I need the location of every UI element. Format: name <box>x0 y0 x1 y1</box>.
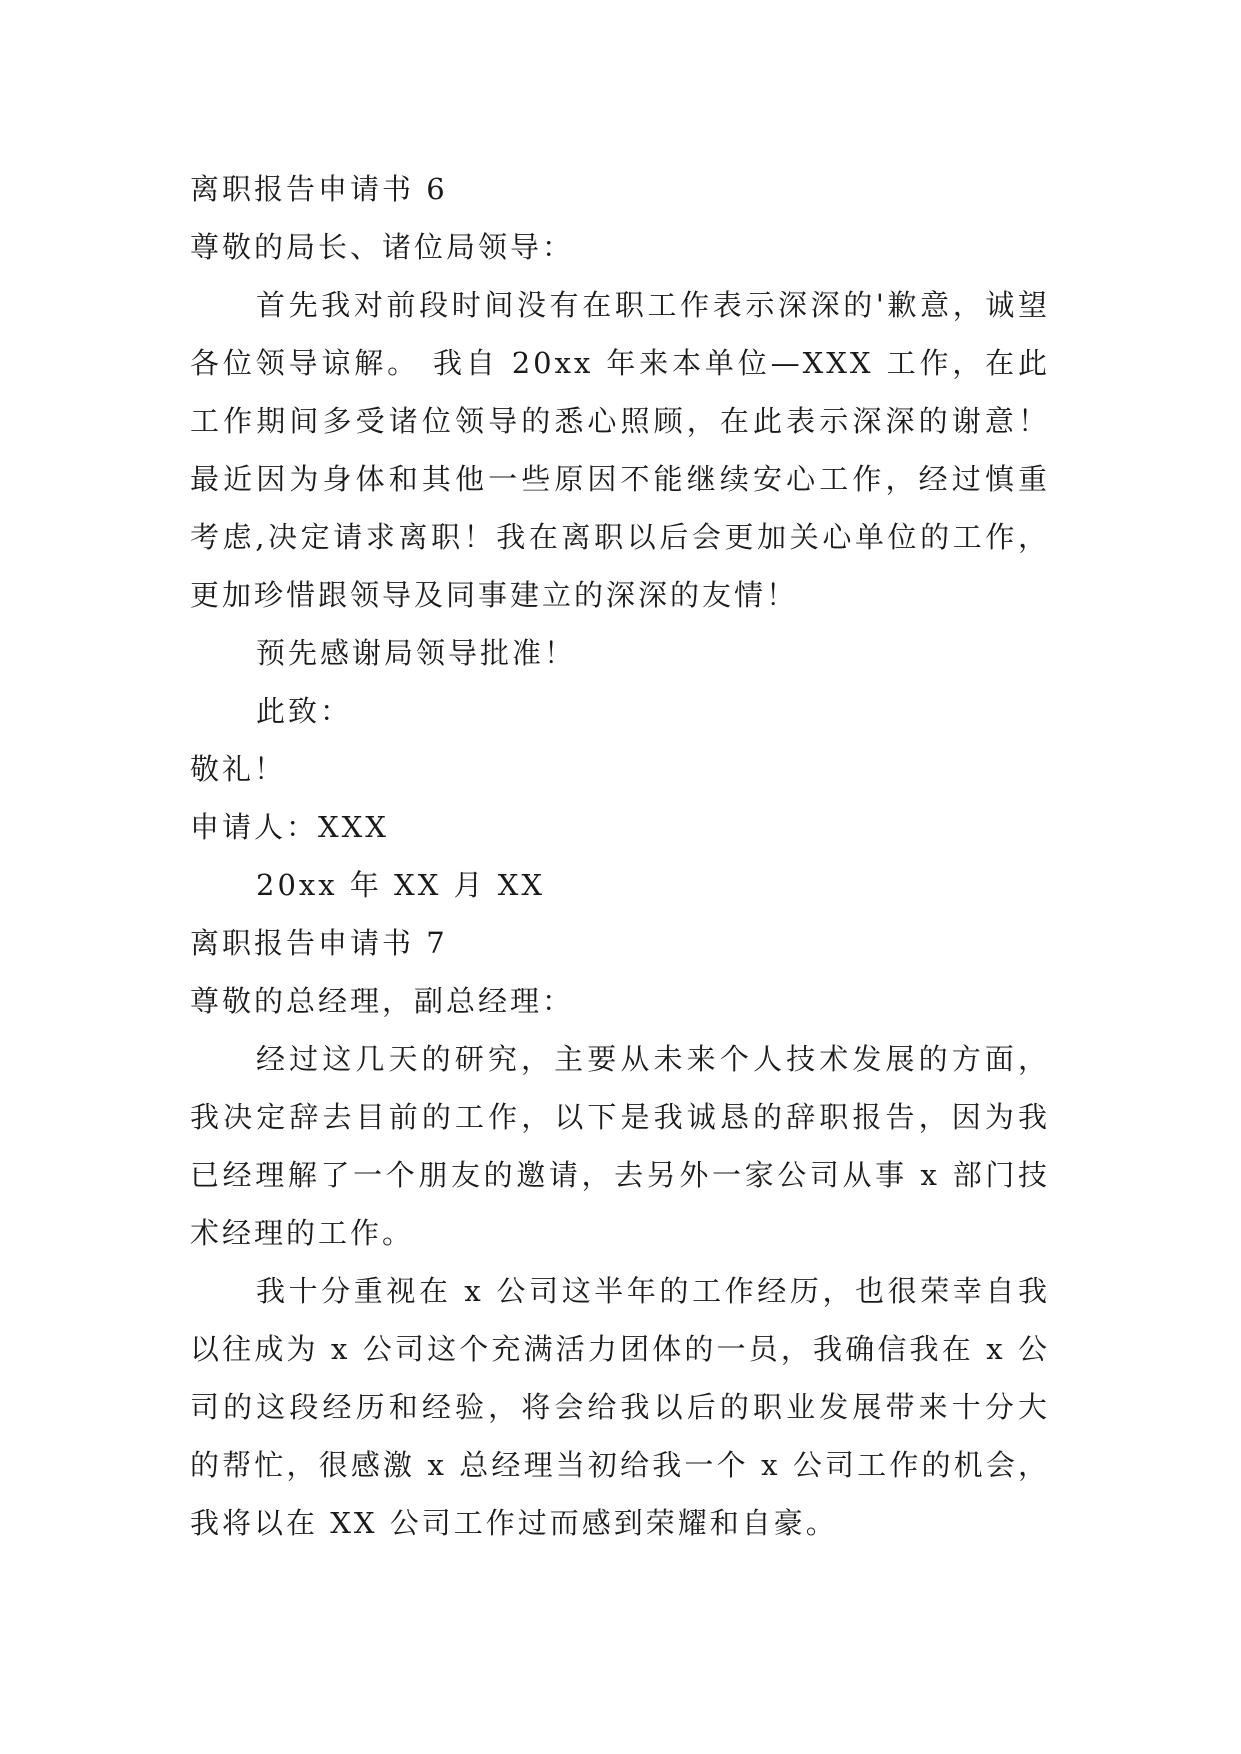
section-7-title: 离职报告申请书 7 <box>190 926 448 960</box>
section-6-applicant: 申请人：XXX <box>190 810 389 844</box>
document-body <box>190 160 1050 1552</box>
section-7-paragraph-2: 我十分重视在 x 公司这半年的工作经历，也很荣幸自我以往成为 x 公司这个充满活力团体的一员，我确信我在 x 公司的这段经历和经验，将会给我以后的职业发展带来十分大的帮忙，很感激 x 总经理当初给我一个 x 公司工作的机会，我将以在 XX 公司工作过而感到荣耀和自豪。 <box>190 1274 1050 1540</box>
section-6-title: 离职报告申请书 6 <box>190 172 448 206</box>
section-6-closing-1: 此致： <box>256 694 353 728</box>
section-6-closing-2: 敬礼！ <box>190 752 287 786</box>
section-6-date: 20xx 年 XX 月 XX <box>256 868 546 902</box>
section-7-salutation: 尊敬的总经理，副总经理： <box>190 984 575 1018</box>
section-7-paragraph-1: 经过这几天的研究，主要从未来个人技术发展的方面，我决定辞去目前的工作，以下是我诚恳的辞职报告，因为我已经理解了一个朋友的邀请，去另外一家公司从事 x 部门技术经理的工作。 <box>190 1042 1050 1250</box>
section-6-salutation: 尊敬的局长、诸位局领导： <box>190 230 575 264</box>
section-6-paragraph-2: 预先感谢局领导批准！ <box>256 636 577 670</box>
section-6-paragraph-1: 首先我对前段时间没有在职工作表示深深的'歉意，诚望各位领导谅解。 我自 20xx 年来本单位—XXX 工作，在此工作期间多受诸位领导的悉心照顾，在此表示深深的谢意！最近因为身体和其他一些原因不能继续安心工作，经过慎重考虑,决定请求离职！我在离职以后会更加关心单位的工作，更加珍惜跟领导及同事建立的深深的友情！ <box>190 288 1050 612</box>
